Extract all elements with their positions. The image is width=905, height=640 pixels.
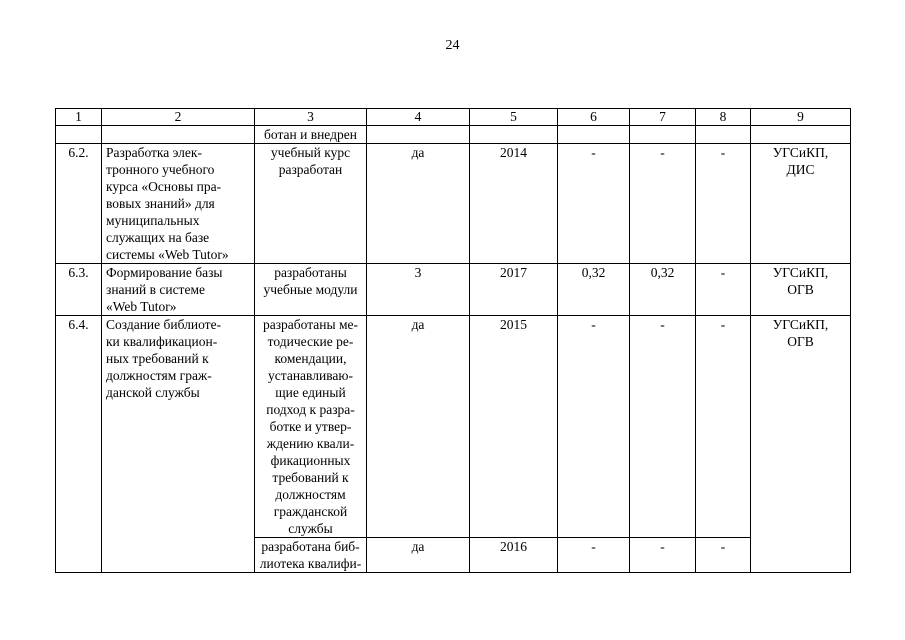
row-number: 6.2.: [56, 144, 102, 264]
page-number: 24: [445, 38, 460, 53]
table-row: [56, 144, 851, 264]
result-cell: разработаны учебные модули: [255, 264, 367, 316]
cell-empty: [630, 126, 696, 144]
column-number: 5: [470, 109, 558, 126]
result-cell: ботан и внедрен: [255, 126, 367, 144]
row-number: 6.4.: [56, 316, 102, 573]
cell-empty: [102, 126, 255, 144]
cell-empty: [470, 126, 558, 144]
year-cell: 2017: [470, 264, 558, 316]
funding-cell: 0,32: [630, 264, 696, 316]
action-cell: Создание библиоте- ки квалификацион- ных требований к должностям граж- данской службы: [102, 316, 255, 573]
column-number: 9: [751, 109, 851, 126]
funding-cell: -: [630, 316, 696, 538]
funding-cell: -: [558, 316, 630, 538]
cell-empty: [367, 126, 470, 144]
result-cell: учебный курс разработан: [255, 144, 367, 264]
column-number: 1: [56, 109, 102, 126]
funding-cell: -: [558, 538, 630, 573]
cell-empty: [56, 126, 102, 144]
result-cell: разработаны ме- тодические ре- комендации, устанавливаю- щие единый подход к разра- ботке и утвер- ждению квали- фикационных требований к должностям гражданской службы: [255, 316, 367, 538]
funding-cell: -: [696, 144, 751, 264]
funding-cell: -: [696, 264, 751, 316]
table-row: [56, 264, 851, 316]
year-cell: 2015: [470, 316, 558, 538]
table-row: [56, 316, 851, 538]
column-number: 7: [630, 109, 696, 126]
indicator-cell: 3: [367, 264, 470, 316]
column-number: 2: [102, 109, 255, 126]
column-number: 4: [367, 109, 470, 126]
funding-cell: -: [696, 316, 751, 538]
responsible-cell: УГСиКП, ДИС: [751, 144, 851, 264]
year-cell: 2014: [470, 144, 558, 264]
funding-cell: -: [696, 538, 751, 573]
result-cell: разработана биб- лиотека квалифи-: [255, 538, 367, 573]
cell-empty: [751, 126, 851, 144]
action-cell: Формирование базы знаний в системе «Web Tutor»: [102, 264, 255, 316]
column-number-row: [56, 109, 851, 126]
plan-table: [55, 108, 851, 573]
indicator-cell: да: [367, 538, 470, 573]
indicator-cell: да: [367, 316, 470, 538]
responsible-cell: УГСиКП, ОГВ: [751, 316, 851, 573]
row-number: 6.3.: [56, 264, 102, 316]
column-number: 6: [558, 109, 630, 126]
funding-cell: -: [630, 144, 696, 264]
cell-empty: [558, 126, 630, 144]
year-cell: 2016: [470, 538, 558, 573]
responsible-cell: УГСиКП, ОГВ: [751, 264, 851, 316]
cell-empty: [696, 126, 751, 144]
funding-cell: -: [558, 144, 630, 264]
funding-cell: 0,32: [558, 264, 630, 316]
continuation-row: [56, 126, 851, 144]
indicator-cell: да: [367, 144, 470, 264]
funding-cell: -: [630, 538, 696, 573]
column-number: 8: [696, 109, 751, 126]
action-cell: Разработка элек- тронного учебного курса «Основы пра- вовых знаний» для муниципальных служащих на базе системы «Web Tutor»: [102, 144, 255, 264]
column-number: 3: [255, 109, 367, 126]
